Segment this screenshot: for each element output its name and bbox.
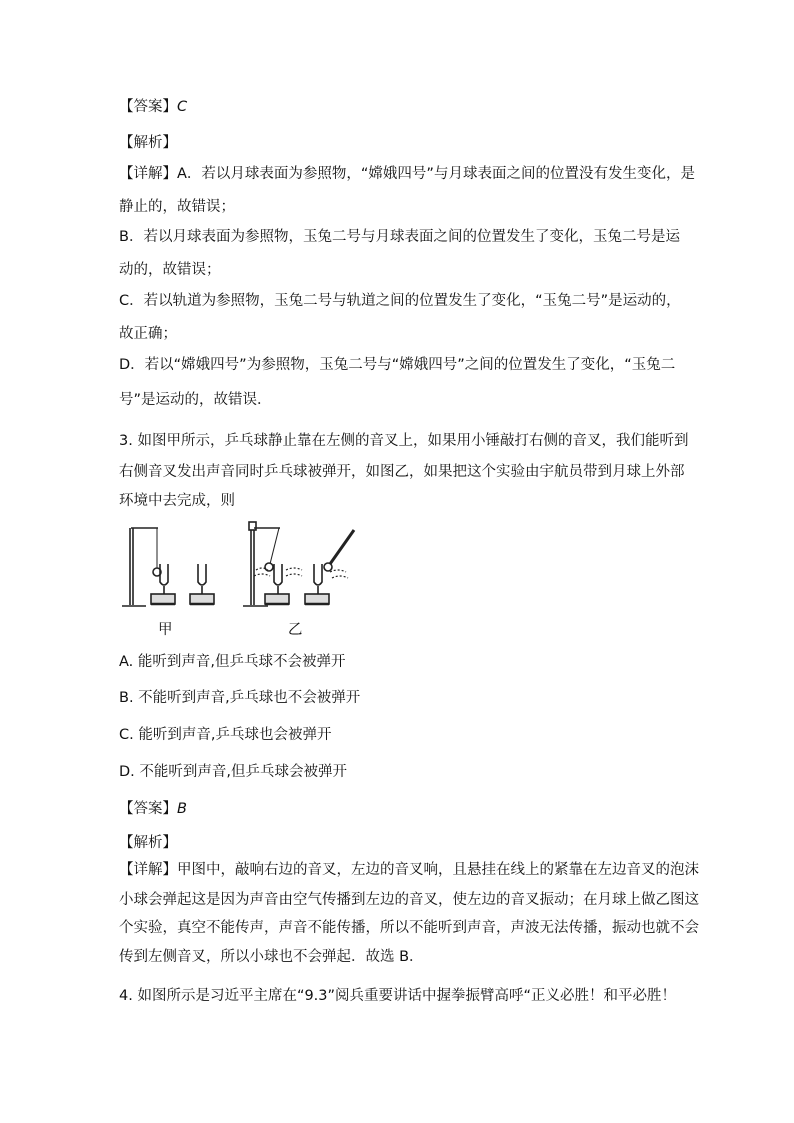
q3-answer xyxy=(119,799,187,819)
q4-stem-line-1: 4. 如图所示是习近平主席在“9.3”阅兵重要讲话中握拳振臂高呼“正义必胜！和平必胜！ xyxy=(119,988,677,1004)
q2-answer xyxy=(119,97,187,117)
detail-text: 甲图中，敲响右边的音叉，左边的音叉响，且悬挂在线上的紧靠在左边音叉的泡沫 xyxy=(177,862,699,878)
option-c: C. 能听到声音,乒乓球也会被弹开 xyxy=(119,727,332,743)
q3-analysis-tag: 【解析】 xyxy=(119,835,177,851)
q2-detail-line-4: 动的，故错误； xyxy=(119,262,221,278)
answer-tag: 【答案】 xyxy=(119,99,177,115)
q2-detail-line-3: B．若以月球表面为参照物，玉兔二号与月球表面之间的位置发生了变化，玉兔二号是运 xyxy=(119,229,680,245)
detail-tag: 【详解】 xyxy=(119,166,177,182)
option-b: B. 不能听到声音,乒乓球也不会被弹开 xyxy=(119,690,361,706)
q3-detail-line-3: 个实验，真空不能传声，声音不能传播，所以不能听到声音，声波无法传播，振动也就不会 xyxy=(119,920,699,936)
option-a: A. 能听到声音,但乒乓球不会被弹开 xyxy=(119,654,346,670)
tuning-fork-diagram xyxy=(118,520,368,620)
q3-detail-line-2: 小球会弹起这是因为声音由空气传播到左边的音叉，使左边的音叉振动；在月球上做乙图这 xyxy=(119,892,699,908)
tuning-fork-figure xyxy=(118,520,368,640)
detail-text: A．若以月球表面为参照物，“嫦娥四号”与月球表面之间的位置没有发生变化，是 xyxy=(177,166,695,182)
answer-tag: 【答案】 xyxy=(119,801,177,817)
q3-stem-line-1: 3. 如图甲所示，乒乓球静止靠在左侧的音叉上，如果用小锤敲打右侧的音叉，我们能听到 xyxy=(119,433,689,449)
q2-detail-line-7: D．若以“嫦娥四号”为参照物，玉兔二号与“嫦娥四号”之间的位置发生了变化，“玉兔二 xyxy=(119,357,676,373)
figure-jia-apparatus xyxy=(122,528,214,606)
figure-label-jia: 甲 xyxy=(158,622,173,638)
figure-label-yi: 乙 xyxy=(288,622,303,638)
q2-detail-line-8: 号”是运动的，故错误． xyxy=(119,392,272,408)
answer-value: C xyxy=(177,99,188,115)
q2-detail-line-1 xyxy=(119,164,695,184)
answer-value: B xyxy=(177,801,187,817)
option-d: D. 不能听到声音,但乒乓球会被弹开 xyxy=(119,764,347,780)
detail-tag: 【详解】 xyxy=(119,862,177,878)
q2-detail-line-6: 故正确； xyxy=(119,326,177,342)
q2-analysis-tag: 【解析】 xyxy=(119,135,177,151)
q2-detail-line-5: C．若以轨道为参照物，玉兔二号与轨道之间的位置发生了变化，“玉兔二号”是运动的， xyxy=(119,293,681,309)
q3-stem-line-2: 右侧音叉发出声音同时乒乓球被弹开，如图乙，如果把这个实验由宇航员带到月球上外部 xyxy=(119,464,685,480)
q3-stem-line-3: 环境中去完成，则 xyxy=(119,493,235,509)
q3-detail-line-1 xyxy=(119,860,699,880)
q3-detail-line-4: 传到左侧音叉，所以小球也不会弹起．故选 B． xyxy=(119,949,424,965)
figure-yi-apparatus xyxy=(243,522,354,606)
q2-detail-line-2: 静止的，故错误； xyxy=(119,199,235,215)
